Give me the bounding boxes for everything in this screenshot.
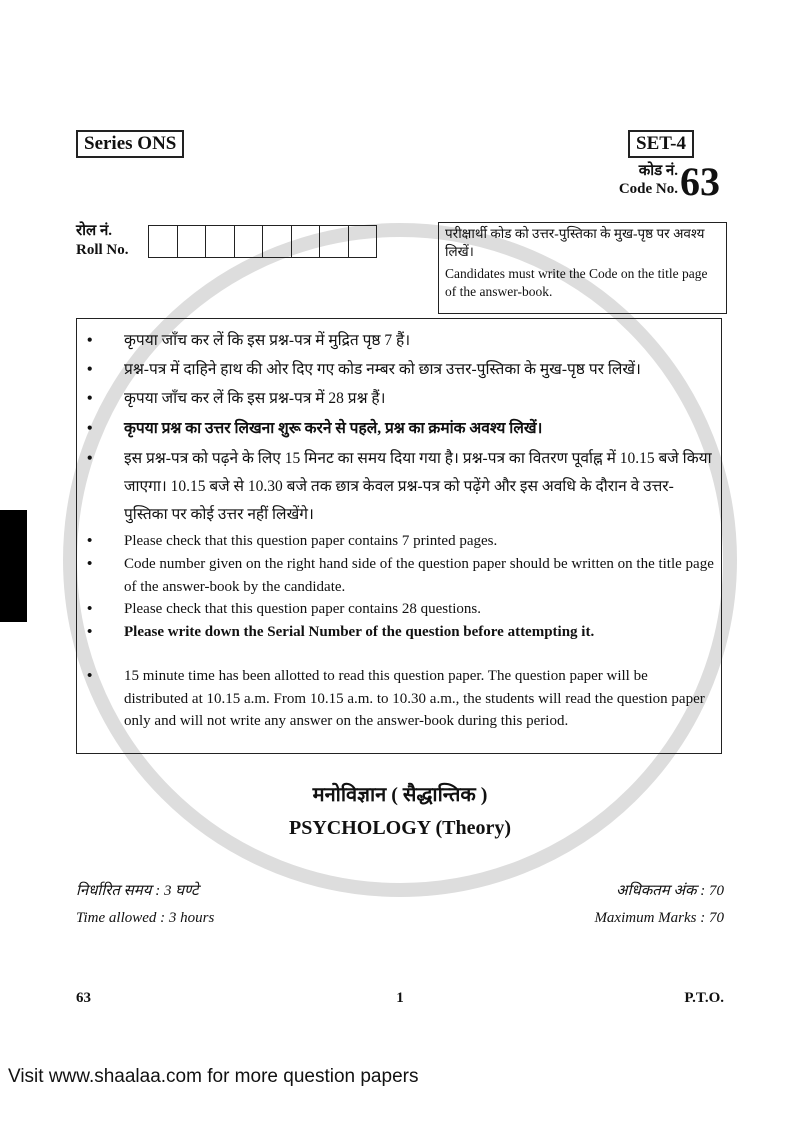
code-label-hindi: कोड नं.: [638, 163, 678, 179]
roll-digit-box[interactable]: [178, 226, 207, 257]
instruction-item: • 15 minute time has been allotted to read this question paper. The question paper will be distributed at 10.15 a.m. From 10.15 a.m. to 10.30 a.m., the students will read the question paper only and will not write any answer on the answer-book during this period.: [124, 665, 715, 733]
roll-digit-box[interactable]: [263, 226, 292, 257]
side-marker-bar: [0, 510, 27, 622]
notice-hindi: परीक्षार्थी कोड को उत्तर-पुस्तिका के मुख-पृष्ठ पर अवश्य लिखें।: [445, 226, 705, 259]
set-label: SET-4: [628, 130, 694, 158]
shaalaa-link[interactable]: Visit www.shaalaa.com for more question papers: [8, 1066, 419, 1087]
instruction-item: • प्रश्न-पत्र में दाहिने हाथ की ओर दिए गए कोड नम्बर को छात्र उत्तर-पुस्तिका के मुख-पृष्ठ पर लिखें।: [124, 356, 715, 384]
instructions-box: [76, 318, 722, 754]
page-number: 1: [396, 990, 404, 1006]
roll-label-english: Roll No.: [76, 242, 129, 258]
roll-label: [76, 222, 129, 260]
roll-label-hindi: रोल नं.: [76, 223, 113, 239]
code-notice-box: [438, 222, 727, 314]
max-marks-hindi: अधिकतम अंक : 70: [616, 883, 724, 899]
series-label: Series ONS: [76, 130, 184, 158]
time-allowed-english: Time allowed : 3 hours: [76, 910, 215, 926]
roll-digit-box[interactable]: [320, 226, 349, 257]
instruction-item: • कृपया जाँच कर लें कि इस प्रश्न-पत्र में 28 प्रश्न हैं।: [124, 385, 715, 413]
code-number: 63: [680, 159, 720, 204]
instruction-item: • इस प्रश्न-पत्र को पढ़ने के लिए 15 मिनट का समय दिया गया है। प्रश्न-पत्र का वितरण पूर्वाह्न में 10.15 बजे किया जाएगा। 10.15 बजे से 10.30 बजे तक छात्र केवल प्रश्न-पत्र को पढ़ेंगे और इस अवधि के दौरान वे उत्तर-पुस्तिका पर कोई उत्तर नहीं लिखेंगे।: [124, 445, 715, 529]
notice-english: Candidates must write the Code on the title page of the answer-book.: [445, 266, 708, 299]
roll-digit-box[interactable]: [349, 226, 377, 257]
pto-label: P.T.O.: [684, 990, 724, 1006]
subject-title-english: PSYCHOLOGY (Theory): [288, 817, 512, 839]
roll-digit-box[interactable]: [292, 226, 321, 257]
instruction-item: • Code number given on the right hand side of the question paper should be written on the title page of the answer-book by the candidate.: [124, 553, 715, 598]
instruction-item: • Please check that this question paper contains 7 printed pages.: [124, 530, 715, 553]
time-allowed-hindi: निर्धारित समय : 3 घण्टे: [76, 883, 199, 899]
max-marks-english: Maximum Marks : 70: [594, 910, 724, 926]
footer-code: 63: [76, 990, 91, 1006]
roll-digit-box[interactable]: [149, 226, 178, 257]
instruction-item: • कृपया प्रश्न का उत्तर लिखना शुरू करने से पहले, प्रश्न का क्रमांक अवश्य लिखें।: [124, 415, 715, 443]
roll-digit-box[interactable]: [206, 226, 235, 257]
subject-title-hindi: मनोविज्ञान ( सैद्धान्तिक ): [312, 784, 488, 806]
roll-digit-box[interactable]: [235, 226, 264, 257]
instruction-item: • Please write down the Serial Number of the question before attempting it.: [124, 621, 715, 644]
roll-number-boxes[interactable]: [148, 225, 377, 258]
code-label: [600, 162, 678, 198]
instruction-item: • Please check that this question paper contains 28 questions.: [124, 598, 715, 621]
instruction-item: • कृपया जाँच कर लें कि इस प्रश्न-पत्र में मुद्रित पृष्ठ 7 हैं।: [124, 327, 715, 355]
code-label-english: Code No.: [618, 181, 678, 197]
